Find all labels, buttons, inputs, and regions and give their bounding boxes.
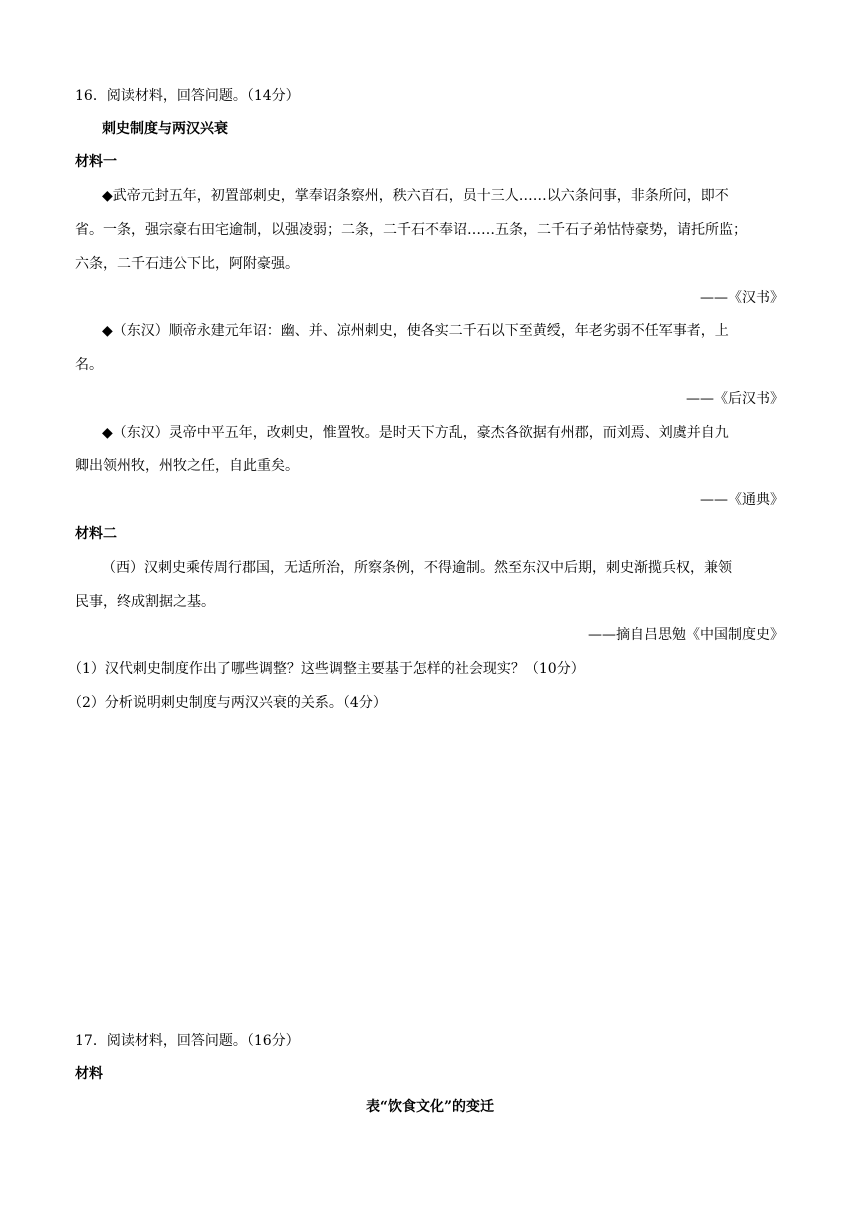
q16-title: 刺史制度与两汉兴衰 (102, 121, 228, 137)
m1-p1-line2: 省。一条，强宗豪右田宅逾制，以强凌弱；二条，二千石不奉诏……五条，二千石子弟怙恃豪势，请托所监； (75, 222, 747, 238)
q16-subquestion-1: （1）汉代刺史制度作出了哪些调整？这些调整主要基于怎样的社会现实？（10分） (68, 661, 585, 677)
m1-p3-line1: ◆（东汉）灵帝中平五年，改刺史，惟置牧。是时天下方乱，豪杰各欲据有州郡，而刘焉、刘虞并自九 (102, 425, 729, 441)
m1-p1-line1: ◆武帝元封五年，初置部刺史，掌奉诏条察州，秩六百石，员十三人……以六条问事，非条所问，即不 (102, 188, 729, 204)
material2-label: 材料二 (75, 526, 117, 542)
m2-line2: 民事，终成割据之基。 (75, 594, 215, 610)
q16-header: 16．阅读材料，回答问题。（14分） (75, 88, 300, 104)
material1-label: 材料一 (75, 154, 117, 170)
q17-material-label: 材料 (75, 1066, 103, 1082)
m1-p3-line2: 卿出领州牧，州牧之任，自此重矣。 (75, 458, 299, 474)
m2-line1: （西）汉刺史乘传周行郡国，无适所治，所察条例，不得逾制。然至东汉中后期，刺史渐揽兵权，兼领 (102, 560, 732, 576)
q17-table-title: 表“饮食文化”的变迁 (365, 1099, 495, 1115)
q17-header: 17．阅读材料，回答问题。（16分） (75, 1033, 300, 1049)
m1-p2-line2: 名。 (75, 357, 103, 373)
m1-p2-line1: ◆（东汉）顺帝永建元年诏：幽、并、凉州刺史，使各实二千石以下至黄绶，年老劣弱不任军事者，上 (102, 323, 729, 339)
m1-source-hanshu: ——《汉书》 (700, 290, 784, 306)
m1-p1-line3: 六条，二千石违公下比，阿附豪强。 (75, 256, 299, 272)
m1-source-tongdian: ——《通典》 (700, 492, 784, 508)
m2-source: ——摘自吕思勉《中国制度史》 (588, 627, 784, 643)
m1-source-houhanshu: ——《后汉书》 (686, 391, 784, 407)
q16-subquestion-2: （2）分析说明刺史制度与两汉兴衰的关系。（4分） (68, 695, 387, 711)
